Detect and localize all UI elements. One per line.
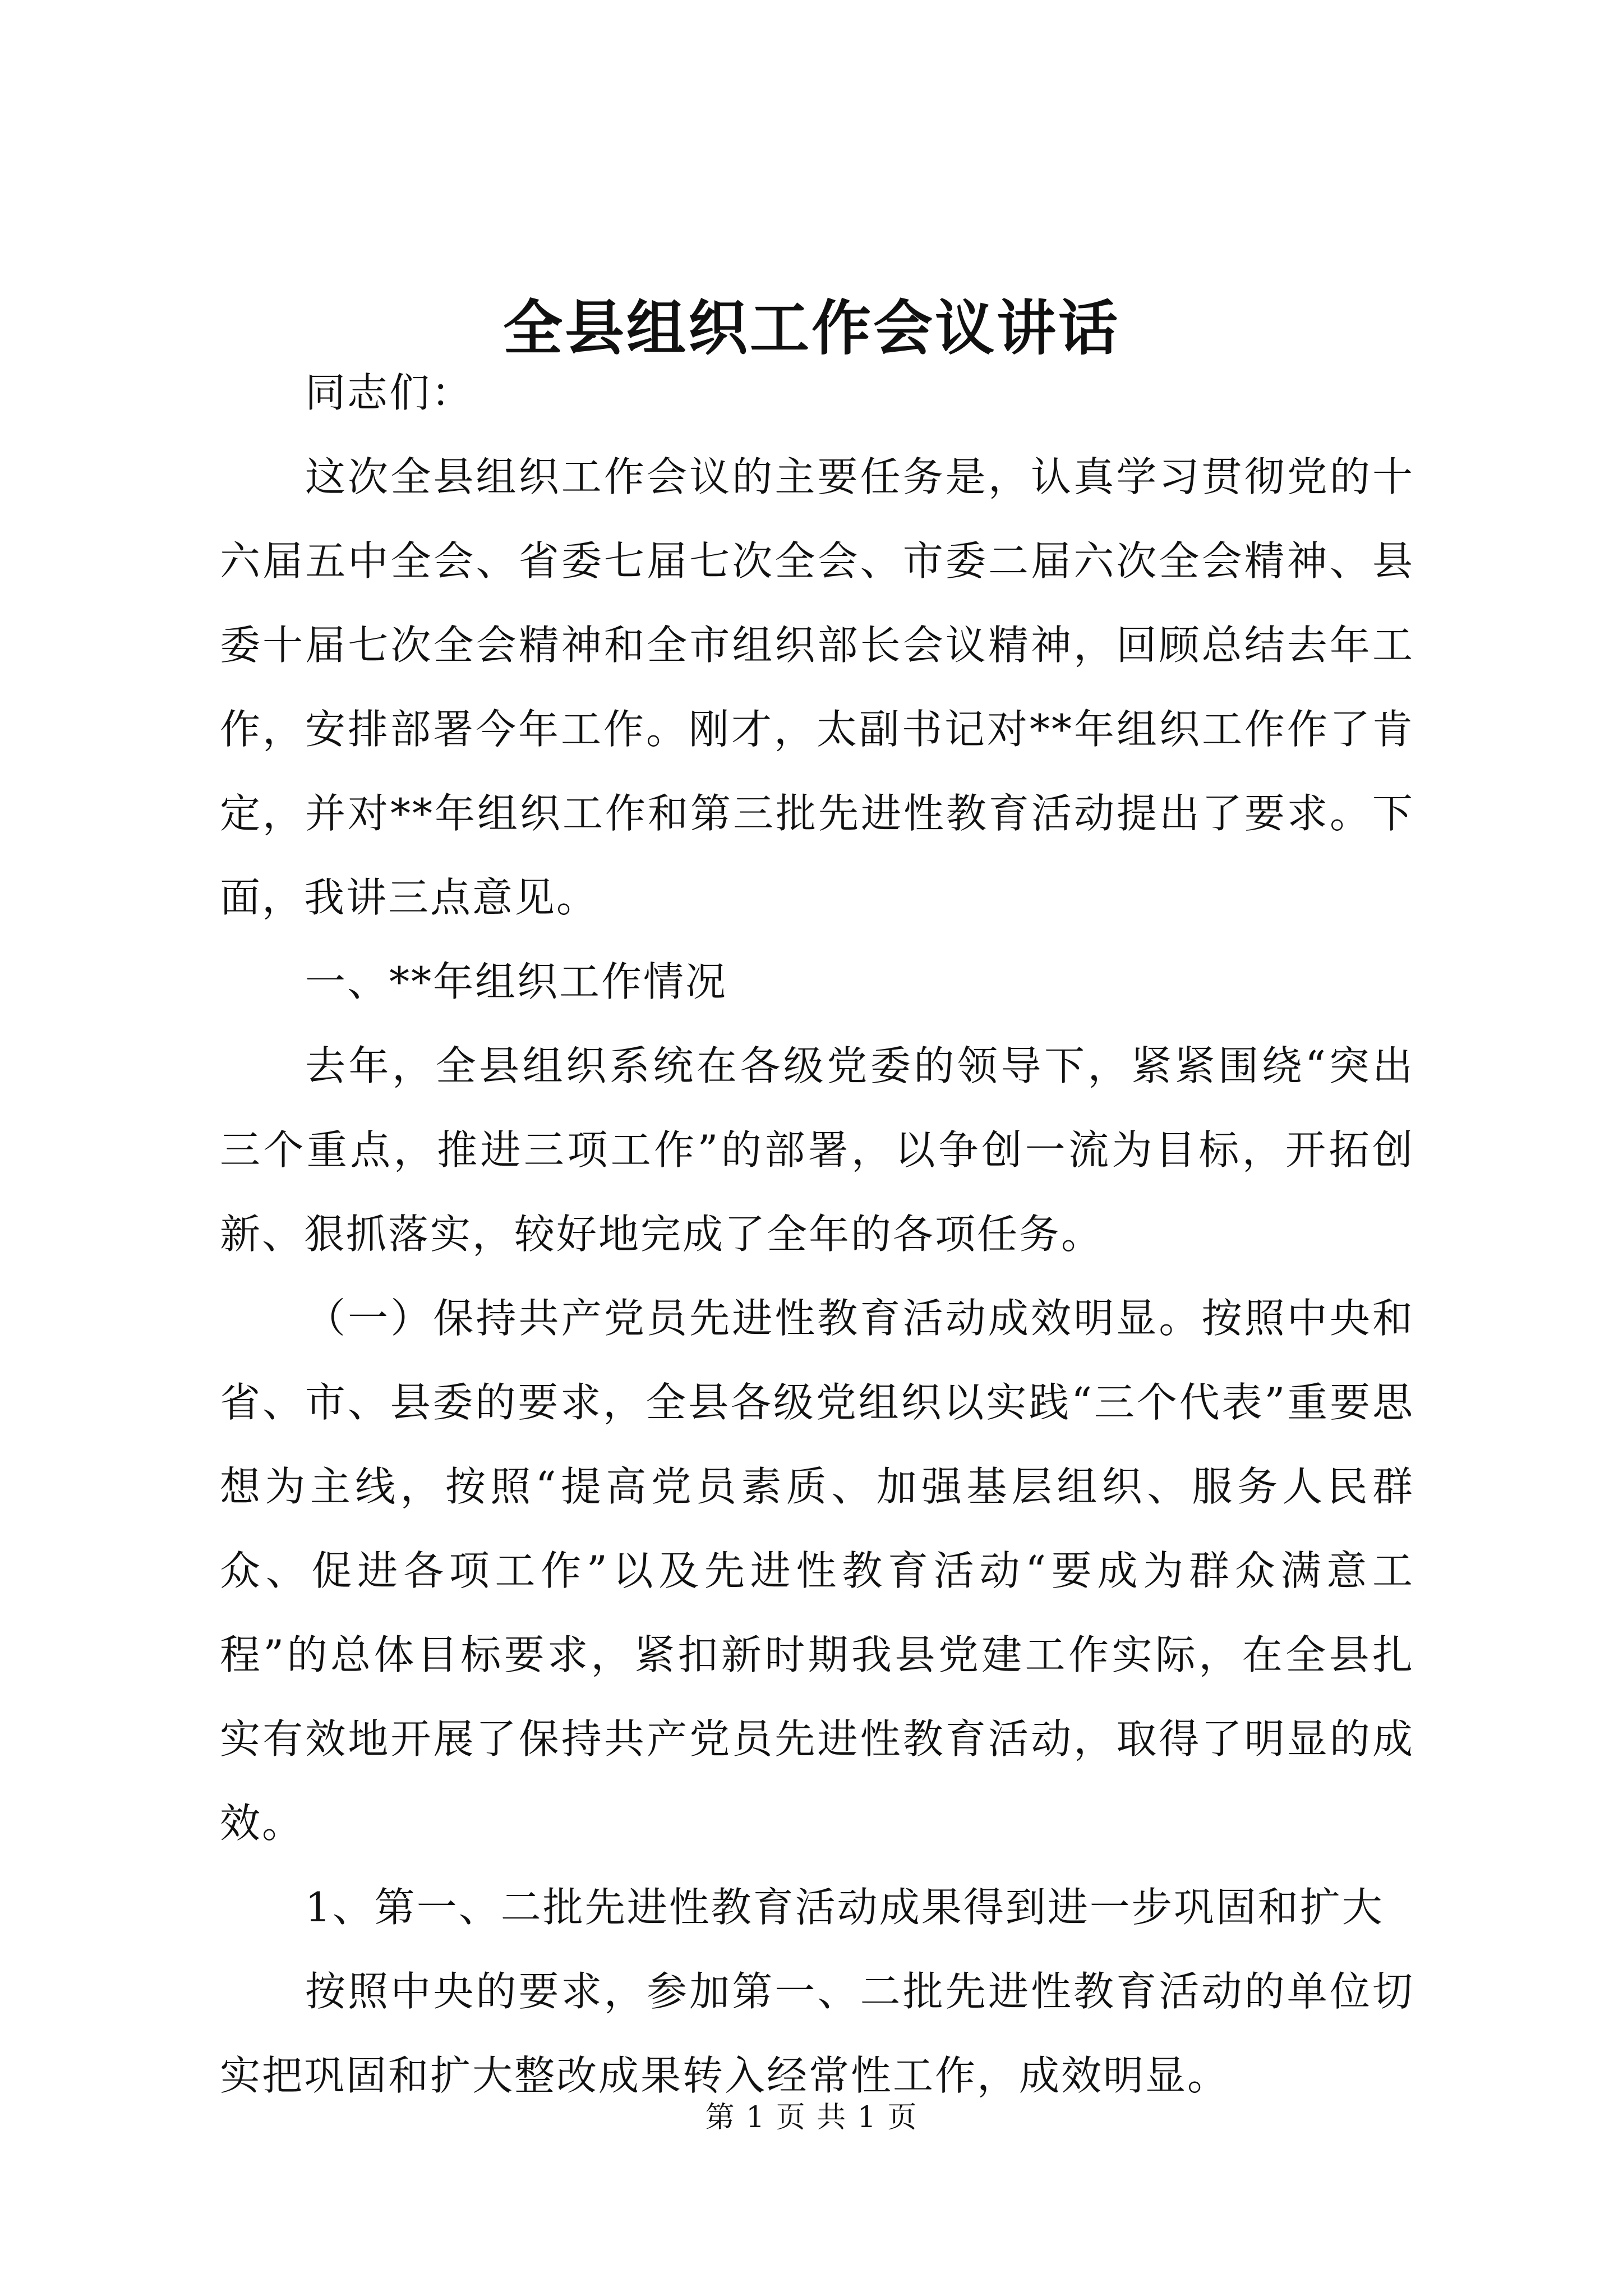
page-footer: 第 1 页 共 1 页 [705,2101,918,2134]
document-title: 全县组织工作会议讲话 [503,293,1120,363]
section-heading-1: 一、**年组织工作情况 [305,958,728,1005]
paragraph-intro: 这次全县组织工作会议的主要任务是，认真学习贯彻党的十六届五中全会、省委七届七次全会、市委二届六次全会精神、县委十届七次全会精神和全市组织部长会议精神，回顾总结去年工作，安排部署今年工作。刚才，太副书记对**年组织工作作了肯定，并对**年组织工作和第三批先进性教育活动提出了要求。下面，我讲三点意见。 [220,453,1414,921]
paragraph-summary: 去年，全县组织系统在各级党委的领导下，紧紧围绕“突出三个重点，推进三项工作”的部署，以争创一流为目标，开拓创新、狠抓落实，较好地完成了全年的各项任务。 [220,1042,1414,1258]
paragraph-item-1: 1、第一、二批先进性教育活动成果得到进一步巩固和扩大 [305,1884,1384,1931]
document-body [220,351,1414,2118]
paragraph-item-1-detail: 按照中央的要求，参加第一、二批先进性教育活动的单位切实把巩固和扩大整改成果转入经常性工作，成效明显。 [220,1968,1414,2099]
paragraph-salutation: 同志们： [305,369,474,416]
paragraph-subsection-1: （一）保持共产党员先进性教育活动成效明显。按照中央和省、市、县委的要求，全县各级党组织以实践“三个代表”重要思想为主线，按照“提高党员素质、加强基层组织、服务人民群众、促进各项工作”以及先进性教育活动“要成为群众满意工程”的总体目标要求，紧扣新时期我县党建工作实际，在全县扎实有效地开展了保持共产党员先进性教育活动，取得了明显的成效。 [220,1295,1414,1847]
